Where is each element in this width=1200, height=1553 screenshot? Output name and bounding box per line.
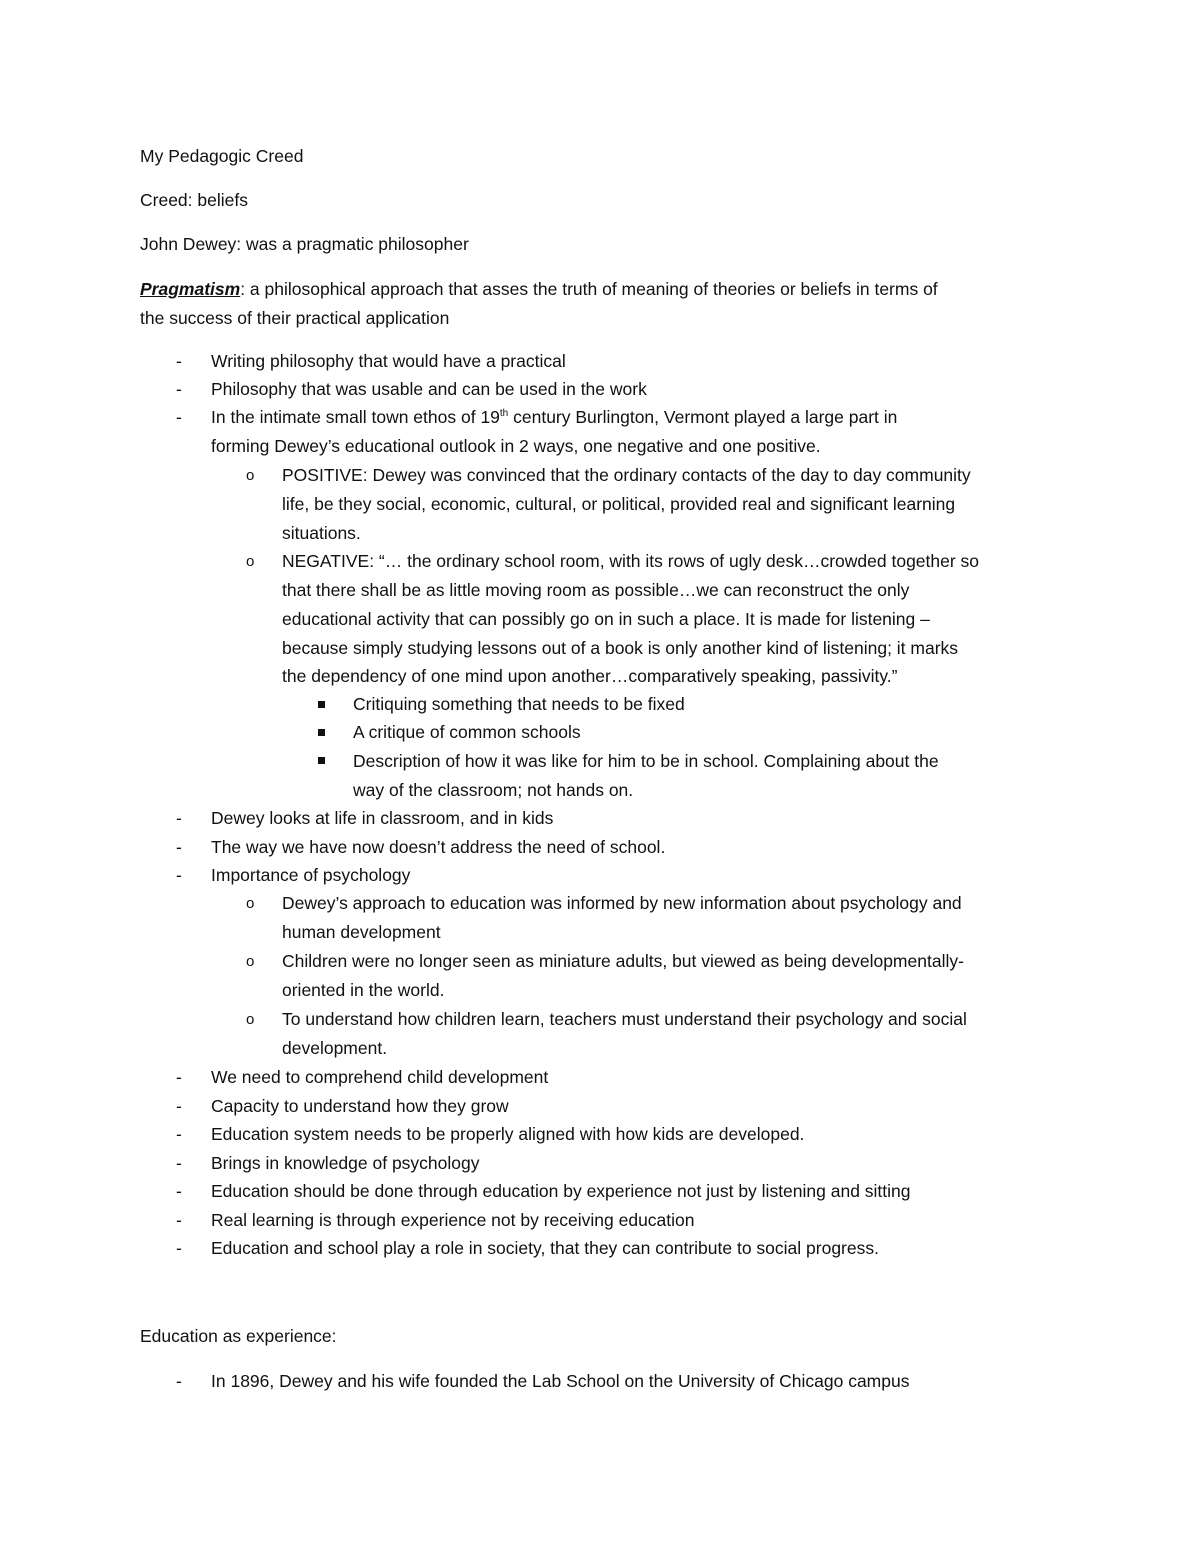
negative-item-line3: educational activity that can possibly go on in such a place. It is made for listening – bbox=[282, 609, 930, 629]
list-item: Dewey looks at life in classroom, and in kids bbox=[211, 808, 554, 828]
psychology-item-line1: To understand how children learn, teachers must understand their psychology and social bbox=[282, 1009, 967, 1029]
pragmatism-definition-text: : a philosophical approach that asses the truth of meaning of theories or beliefs in terms of bbox=[240, 279, 938, 299]
negative-item-line5: the dependency of one mind upon another…comparatively speaking, passivity.” bbox=[282, 666, 898, 686]
list-bullet-dash: - bbox=[176, 1124, 182, 1144]
list-bullet-circle: o bbox=[246, 467, 255, 484]
positive-item-line1: POSITIVE: Dewey was convinced that the ordinary contacts of the day to day community bbox=[282, 465, 971, 485]
list-item: Capacity to understand how they grow bbox=[211, 1096, 509, 1116]
list-item: We need to comprehend child development bbox=[211, 1067, 549, 1087]
negative-item-line1: NEGATIVE: “… the ordinary school room, with its rows of ugly desk…crowded together so bbox=[282, 551, 980, 571]
sub-list-item: A critique of common schools bbox=[353, 722, 581, 742]
list-bullet-dash: - bbox=[176, 1210, 182, 1230]
square-bullet-icon bbox=[318, 757, 325, 764]
list-bullet-dash: - bbox=[176, 351, 182, 371]
list-item bbox=[211, 406, 897, 428]
square-bullet-icon bbox=[318, 729, 325, 736]
list-item: The way we have now doesn’t address the need of school. bbox=[211, 837, 666, 857]
positive-item-line2: life, be they social, economic, cultural, or political, provided real and significant learning bbox=[282, 494, 956, 514]
list-item: In 1896, Dewey and his wife founded the Lab School on the University of Chicago campus bbox=[211, 1371, 910, 1391]
list-bullet-dash: - bbox=[176, 808, 182, 828]
list-bullet-dash: - bbox=[176, 837, 182, 857]
list-bullet-dash: - bbox=[176, 1067, 182, 1087]
list-bullet-dash: - bbox=[176, 1153, 182, 1173]
pragmatism-definition-line1 bbox=[140, 278, 938, 300]
creed-definition: Creed: beliefs bbox=[140, 190, 248, 210]
list-bullet-dash: - bbox=[176, 1096, 182, 1116]
psychology-item-line2: human development bbox=[282, 922, 441, 942]
list-bullet-dash: - bbox=[176, 407, 182, 427]
pragmatism-term: Pragmatism bbox=[140, 279, 241, 299]
list-bullet-dash: - bbox=[176, 1371, 182, 1391]
sub-list-item: Description of how it was like for him to be in school. Complaining about the bbox=[353, 751, 939, 771]
list-bullet-circle: o bbox=[246, 553, 255, 570]
list-item: Philosophy that was usable and can be used in the work bbox=[211, 379, 647, 399]
list-item-text: century Burlington, Vermont played a large part in bbox=[508, 407, 898, 427]
list-item-text: In the intimate small town ethos of 19 bbox=[211, 407, 500, 427]
list-bullet-dash: - bbox=[176, 865, 182, 885]
list-bullet-dash: - bbox=[176, 379, 182, 399]
list-item: Education system needs to be properly aligned with how kids are developed. bbox=[211, 1124, 805, 1144]
positive-item-line3: situations. bbox=[282, 523, 361, 543]
negative-item-line4: because simply studying lessons out of a book is only another kind of listening; it marks bbox=[282, 638, 959, 658]
sub-list-item-continuation: way of the classroom; not hands on. bbox=[353, 780, 634, 800]
list-item: Real learning is through experience not by receiving education bbox=[211, 1210, 695, 1230]
document-title: My Pedagogic Creed bbox=[140, 146, 304, 166]
sub-list-item: Critiquing something that needs to be fixed bbox=[353, 694, 685, 714]
superscript: th bbox=[499, 408, 509, 419]
pragmatism-definition-line2: the success of their practical application bbox=[140, 308, 450, 328]
list-bullet-circle: o bbox=[246, 953, 255, 970]
psychology-item-line1: Children were no longer seen as miniature adults, but viewed as being developmentally- bbox=[282, 951, 964, 971]
negative-item-line2: that there shall be as little moving room as possible…we can reconstruct the only bbox=[282, 580, 910, 600]
list-item: Writing philosophy that would have a practical bbox=[211, 351, 566, 371]
list-bullet-circle: o bbox=[246, 1011, 255, 1028]
psychology-item-line2: development. bbox=[282, 1038, 388, 1058]
section-heading: Education as experience: bbox=[140, 1326, 337, 1346]
list-item: Brings in knowledge of psychology bbox=[211, 1153, 480, 1173]
list-bullet-dash: - bbox=[176, 1181, 182, 1201]
dewey-description: John Dewey: was a pragmatic philosopher bbox=[140, 234, 469, 254]
list-item-continuation: forming Dewey’s educational outlook in 2 ways, one negative and one positive. bbox=[211, 436, 821, 456]
list-bullet-circle: o bbox=[246, 895, 255, 912]
list-bullet-dash: - bbox=[176, 1238, 182, 1258]
psychology-item-line1: Dewey’s approach to education was informed by new information about psychology and bbox=[282, 893, 962, 913]
square-bullet-icon bbox=[318, 701, 325, 708]
list-item: Education should be done through education by experience not just by listening and sitting bbox=[211, 1181, 911, 1201]
list-item: Education and school play a role in society, that they can contribute to social progress. bbox=[211, 1238, 879, 1258]
psychology-item-line2: oriented in the world. bbox=[282, 980, 445, 1000]
list-item: Importance of psychology bbox=[211, 865, 411, 885]
